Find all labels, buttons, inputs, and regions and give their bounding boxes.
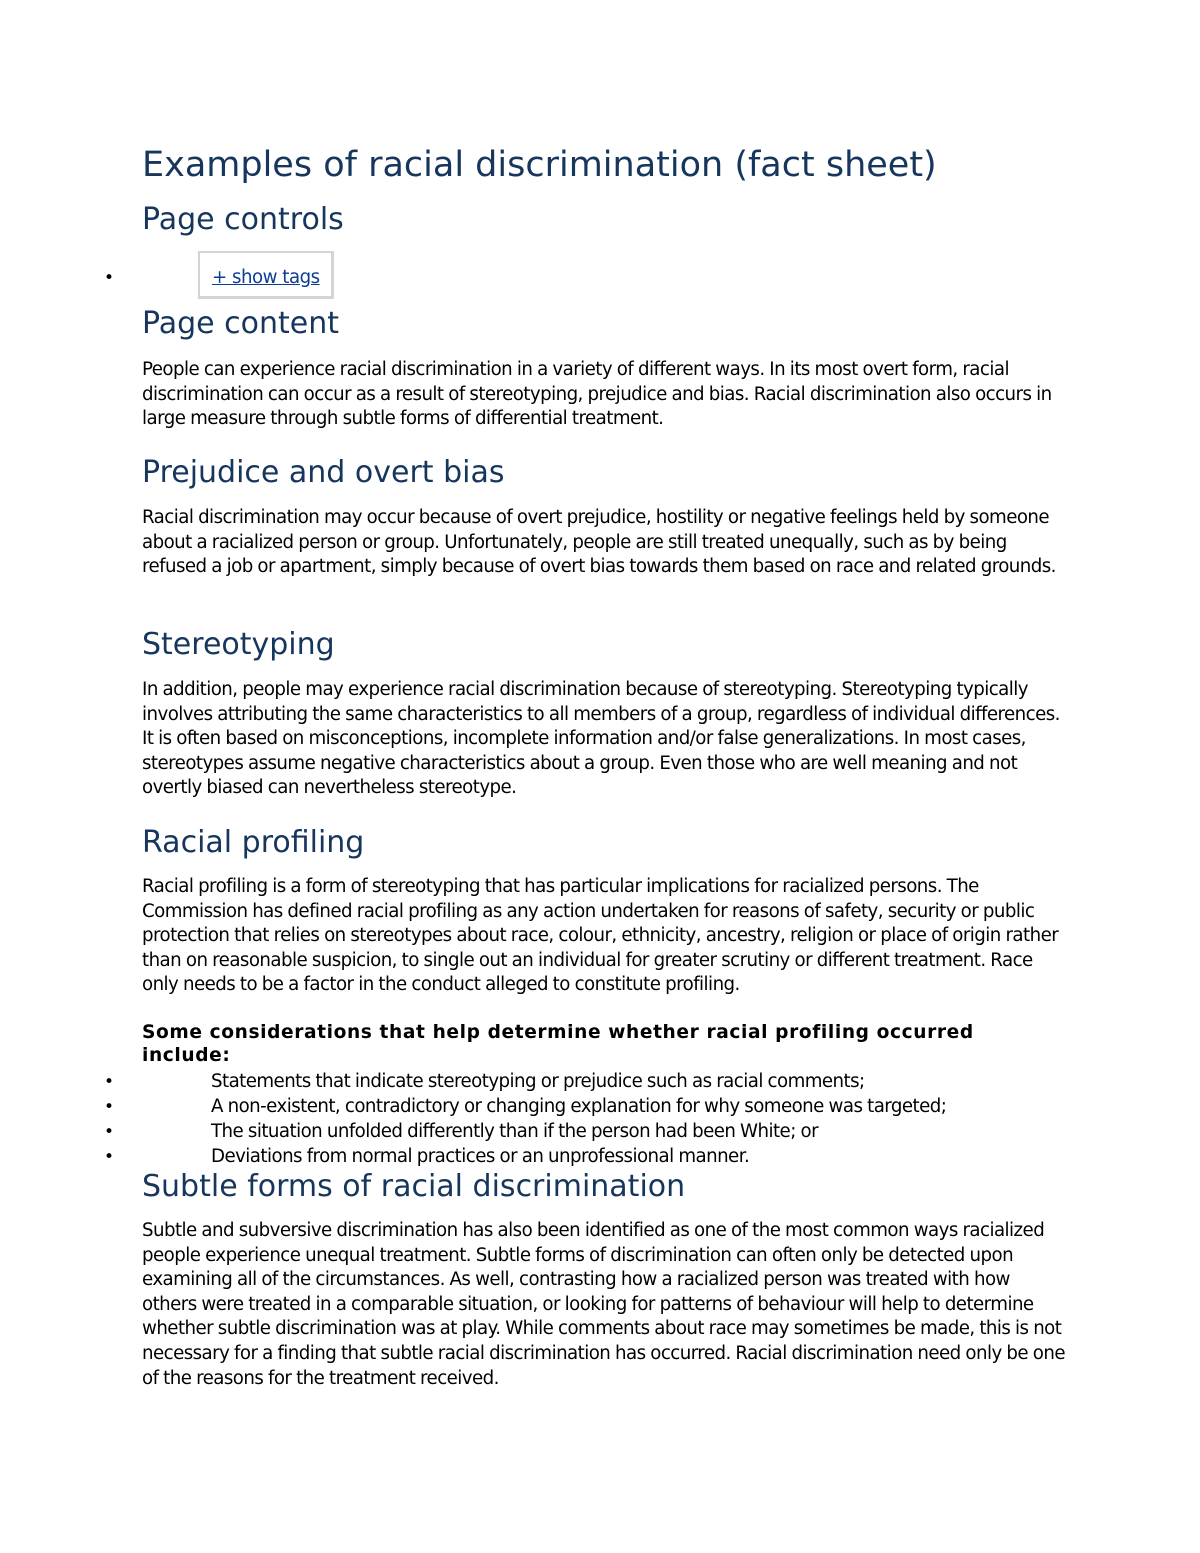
bullet-icon: • bbox=[104, 1147, 115, 1167]
page-content-heading: Page content bbox=[142, 306, 340, 341]
racial-profiling-paragraph: Racial profiling is a form of stereotyping that has particular implications for racialized persons. The Commission has defined racial profiling as any action undertaken for reasons of safety, security or public protection that relies on stereotypes about race, colour, ethnicity, ancestry, religion or place of origin rather than on reasonable suspicion, to single out an individual for greater scrutiny or different treatment. Race only needs to be a factor in the conduct alleged to constitute profiling. bbox=[142, 876, 1059, 996]
list-item: The situation unfolded differently than if the person had been White; or bbox=[211, 1121, 819, 1142]
stereotyping-paragraph: In addition, people may experience racial discrimination because of stereotyping. Stereotyping typically involves attributing the same characteristics to all members of a group, regardless of individual differences. It is often based on misconceptions, incomplete information and/or false generalizations. In most cases, stereotypes assume negative characteristics about a group. Even those who are well meaning and not overtly biased can nevertheless stereotype. bbox=[142, 679, 1060, 799]
considerations-heading: Some considerations that help determine whether racial profiling occurred include: bbox=[142, 1022, 974, 1066]
bullet-icon: • bbox=[104, 1122, 115, 1142]
bullet-icon: • bbox=[104, 1097, 115, 1117]
show-tags-link[interactable]: + show tags bbox=[212, 267, 320, 288]
list-item: Deviations from normal practices or an unprofessional manner. bbox=[211, 1146, 750, 1167]
intro-paragraph: People can experience racial discrimination in a variety of different ways. In its most overt form, racial discrimination can occur as a result of stereotyping, prejudice and bias. Racial discrimination also occurs in large measure through subtle forms of differential treatment. bbox=[142, 359, 1052, 430]
racial-profiling-heading: Racial profiling bbox=[142, 825, 365, 860]
list-item: Statements that indicate stereotyping or prejudice such as racial comments; bbox=[211, 1071, 865, 1092]
subtle-heading: Subtle forms of racial discrimination bbox=[142, 1169, 686, 1204]
bullet-icon: • bbox=[104, 1072, 115, 1092]
stereotyping-heading: Stereotyping bbox=[142, 627, 335, 662]
page-title: Examples of racial discrimination (fact sheet) bbox=[142, 145, 937, 185]
bullet-icon: • bbox=[104, 268, 115, 288]
list-item: A non-existent, contradictory or changing explanation for why someone was targeted; bbox=[211, 1096, 947, 1117]
prejudice-paragraph: Racial discrimination may occur because of overt prejudice, hostility or negative feelings held by someone about a racialized person or group. Unfortunately, people are still treated unequally, such as by being refused a job or apartment, simply because of overt bias towards them based on race and related grounds. bbox=[142, 507, 1056, 578]
page-controls-heading: Page controls bbox=[142, 202, 344, 237]
subtle-paragraph: Subtle and subversive discrimination has also been identified as one of the most common ways racialized people experience unequal treatment. Subtle forms of discrimination can often only be detected upon examining all of the circumstances. As well, contrasting how a racialized person was treated with how others were treated in a comparable situation, or looking for patterns of behaviour will help to determine whether subtle discrimination was at play. While comments about race may sometimes be made, this is not necessary for a finding that subtle racial discrimination has occurred. Racial discrimination need only be one of the reasons for the treatment received. bbox=[142, 1220, 1065, 1389]
prejudice-heading: Prejudice and overt bias bbox=[142, 455, 505, 490]
